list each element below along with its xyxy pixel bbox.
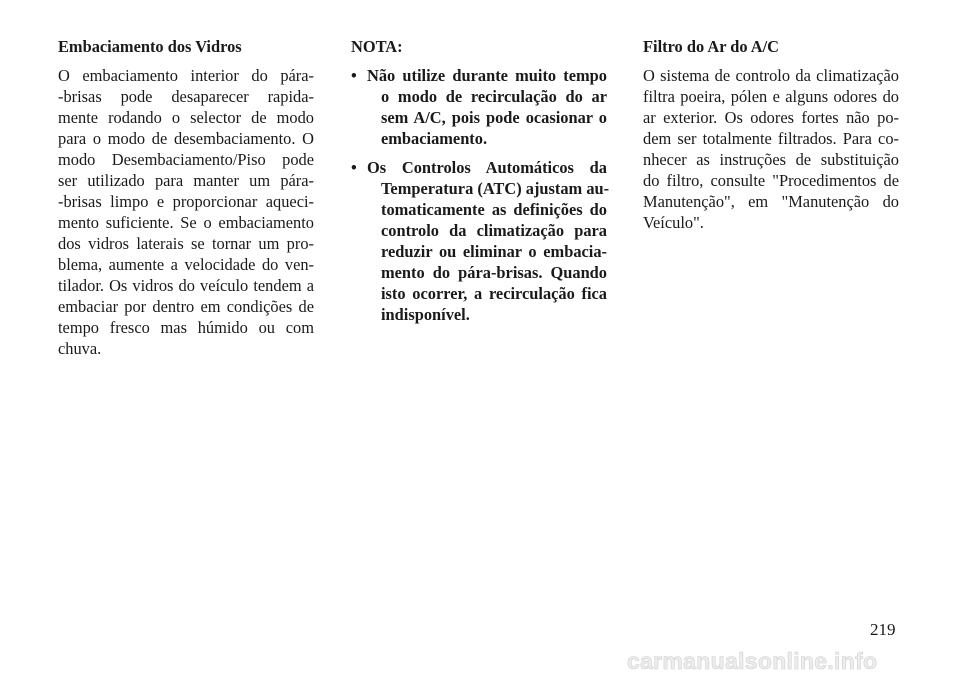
watermark: carmanualsonline.info xyxy=(627,648,878,674)
text-line: sem A/C, pois pode ocasionar o xyxy=(381,108,607,127)
text-line: modo Desembaciamento/Piso pode xyxy=(58,150,314,169)
bullet-icon: • xyxy=(351,66,357,85)
text-line: Os Controlos Automáticos da xyxy=(367,158,607,177)
column-defogging xyxy=(58,36,314,359)
text-line: Manutenção", em "Manutenção do xyxy=(643,192,899,211)
section-heading-defogging: Embaciamento dos Vidros xyxy=(58,37,242,56)
text-line: tempo fresco mas húmido ou com xyxy=(58,318,314,337)
note-bullet-item xyxy=(351,65,607,149)
paragraph-defogging xyxy=(58,65,314,359)
column-ac-filter xyxy=(643,36,899,233)
text-line: blema, aumente a velocidade do ven- xyxy=(58,255,314,274)
text-line: ser utilizado para manter um pára- xyxy=(58,171,314,190)
text-line: para o modo de desembaciamento. O xyxy=(58,129,314,148)
text-line: ar exterior. Os odores fortes não po- xyxy=(643,108,899,127)
text-line: Veículo". xyxy=(643,213,704,232)
text-line: tilador. Os vidros do veículo tendem a xyxy=(58,276,314,295)
note-bullet-list xyxy=(351,65,610,325)
page-number: 219 xyxy=(870,620,896,639)
text-line: filtra poeira, pólen e alguns odores do xyxy=(643,87,899,106)
text-line: tomaticamente as definições do xyxy=(381,200,607,219)
text-line: isto ocorrer, a recirculação fica xyxy=(381,284,607,303)
text-line: o modo de recirculação do ar xyxy=(381,87,607,106)
text-line: indisponível. xyxy=(381,305,470,324)
text-line: controlo da climatização para xyxy=(381,221,607,240)
bullet-icon: • xyxy=(351,158,357,177)
note-bullet-item xyxy=(351,157,610,325)
text-line: O embaciamento interior do pára- xyxy=(58,66,314,85)
section-heading-ac-filter: Filtro do Ar do A/C xyxy=(643,37,779,56)
paragraph-ac-filter xyxy=(643,65,899,233)
text-line: chuva. xyxy=(58,339,102,358)
text-line: dem ser totalmente filtrados. Para co- xyxy=(643,129,899,148)
text-line: embaciar por dentro em condições de xyxy=(58,297,314,316)
text-line: nhecer as instruções de substituição xyxy=(643,150,899,169)
note-heading: NOTA: xyxy=(351,37,403,56)
text-line: mento suficiente. Se o embaciamento xyxy=(58,213,314,232)
text-line: Temperatura (ATC) ajustam au- xyxy=(381,179,610,198)
text-line: mento do pára-brisas. Quando xyxy=(381,263,607,282)
text-line: -brisas limpo e proporcionar aqueci- xyxy=(58,192,314,211)
text-line: do filtro, consulte "Procedimentos de xyxy=(643,171,899,190)
text-line: reduzir ou eliminar o embacia- xyxy=(381,242,607,261)
text-line: embaciamento. xyxy=(381,129,488,148)
text-line: -brisas pode desaparecer rapida- xyxy=(58,87,314,106)
text-line: Não utilize durante muito tempo xyxy=(367,66,607,85)
column-note xyxy=(351,36,610,333)
text-line: O sistema de controlo da climatização xyxy=(643,66,899,85)
text-line: dos vidros laterais se tornar um pro- xyxy=(58,234,314,253)
text-line: mente rodando o selector de modo xyxy=(58,108,314,127)
